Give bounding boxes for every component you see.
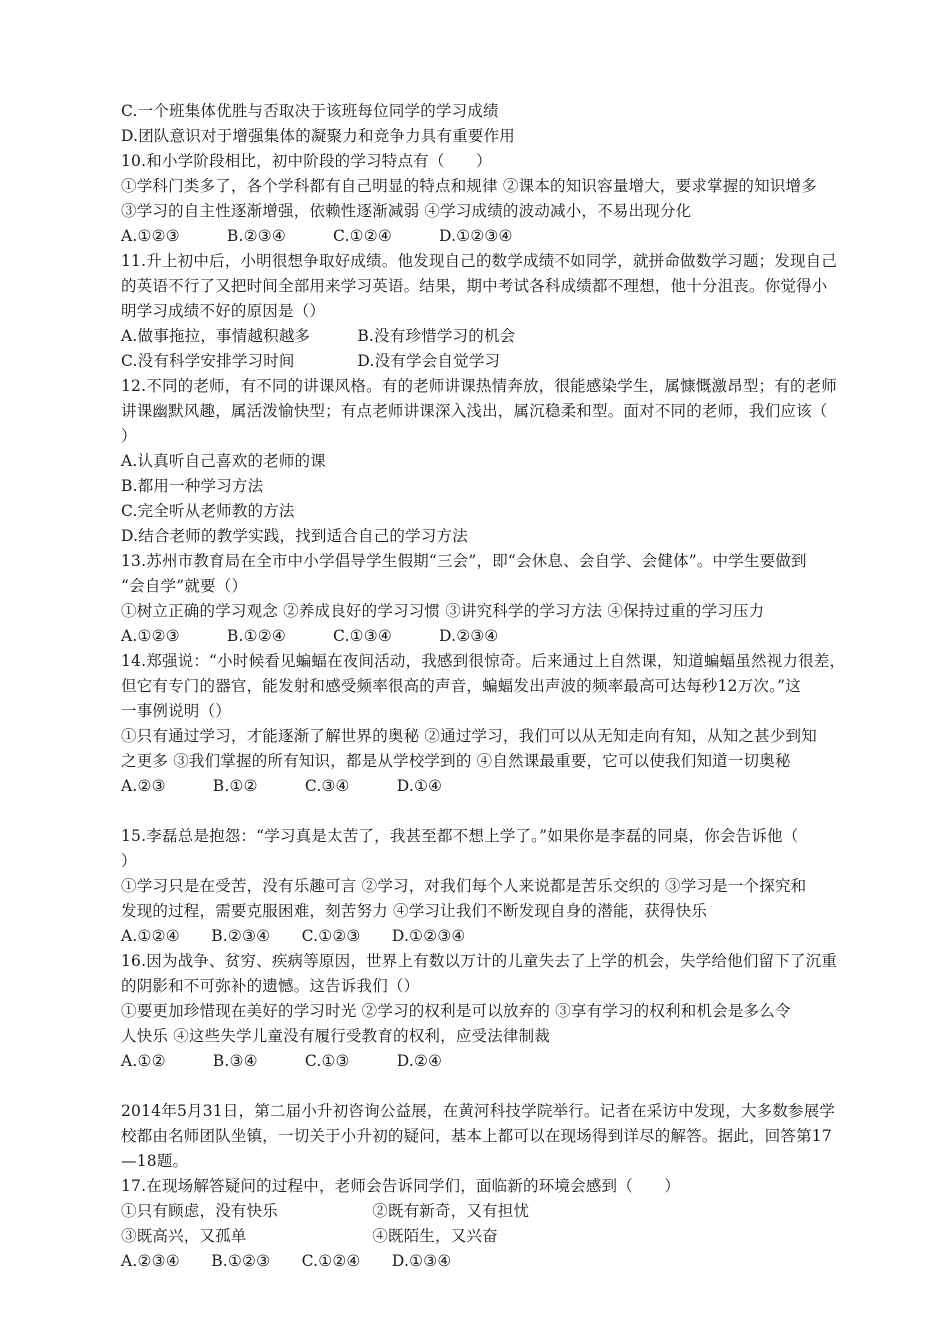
question-11-line-3: 明学习成绩不好的原因是（） bbox=[121, 302, 326, 320]
q15-statements-2: 发现的过程，需要克服困难，刻苦努力 ④学习让我们不断发现自身的潜能，获得快乐 bbox=[121, 902, 708, 920]
q12-option-c: C.完全听从老师教的方法 bbox=[121, 502, 295, 520]
question-11-line-2: 的英语不行了又把时间全部用来学习英语。结果，期中考试各科成绩都不理想，他十分沮丧。你觉得小 bbox=[121, 277, 828, 295]
passage-line-3: —18题。 bbox=[121, 1152, 189, 1170]
question-13-line-1: 13.苏州市教育局在全市中小学倡导学生假期“三会”，即“会休息、会自学、会健体”。中学生要做到 bbox=[121, 552, 807, 570]
passage-line-2: 校都由名师团队坐镇，一切关于小升初的疑问，基本上都可以在现场得到详尽的解答。据此，回答第17 bbox=[121, 1127, 832, 1145]
question-10: 10.和小学阶段相比，初中阶段的学习特点有（ ） bbox=[121, 152, 492, 170]
question-12-line-2: 讲课幽默风趣，属活泼愉快型；有点老师讲课深入浅出，属沉稳柔和型。面对不同的老师，我们应该（ bbox=[121, 402, 828, 420]
question-14-line-3: 一事例说明（） bbox=[121, 702, 231, 720]
question-12-line-3: ） bbox=[121, 427, 137, 445]
q14-options: A.②③ B.①② C.③④ D.①④ bbox=[121, 777, 443, 795]
q11-options-cd: C.没有科学安排学习时间 D.没有学会自觉学习 bbox=[121, 352, 501, 370]
option-d-q9: D.团队意识对于增强集体的凝聚力和竞争力具有重要作用 bbox=[121, 127, 516, 145]
q10-options: A.①②③ B.②③④ C.①②④ D.①②③④ bbox=[121, 227, 513, 245]
q14-statements-2: 之更多 ③我们掌握的所有知识，都是从学校学到的 ④自然课最重要，它可以使我们知道一切奥秘 bbox=[121, 752, 791, 770]
q14-statements-1: ①只有通过学习，才能逐渐了解世界的奥秘 ②通过学习，我们可以从无知走向有知，从知之甚少到知 bbox=[121, 727, 817, 745]
question-16-line-1: 16.因为战争、贫穷、疾病等原因，世界上有数以万计的儿童失去了上学的机会，失学给他们留下了沉重 bbox=[121, 952, 838, 970]
q16-options: A.①② B.③④ C.①③ D.②④ bbox=[121, 1052, 443, 1070]
q12-option-b: B.都用一种学习方法 bbox=[121, 477, 264, 495]
q13-statements: ①树立正确的学习观念 ②养成良好的学习习惯 ③讲究科学的学习方法 ④保持过重的学习压力 bbox=[121, 602, 765, 620]
question-14-line-2: 但它有专门的器官，能发射和感受频率很高的声音，蝙蝠发出声波的频率最高可达每秒12万次。”这 bbox=[121, 677, 801, 695]
q17-statements-2: ③既高兴，又孤单 ④既陌生，又兴奋 bbox=[121, 1227, 498, 1245]
question-11-line-1: 11.升上初中后，小明很想争取好成绩。他发现自己的数学成绩不如同学，就拼命做数学习题；发现自己 bbox=[121, 252, 838, 270]
passage-line-1: 2014年5月31日，第二届小升初咨询公益展，在黄河科技学院举行。记者在采访中发现，大多数参展学 bbox=[121, 1102, 836, 1120]
question-14-line-1: 14.郑强说：“小时候看见蝙蝠在夜间活动，我感到很惊奇。后来通过上自然课，知道蝙蝠虽然视力很差， bbox=[121, 652, 846, 670]
q15-options: A.①②④ B.②③④ C.①②③ D.①②③④ bbox=[121, 927, 466, 945]
q16-statements-1: ①要更加珍惜现在美好的学习时光 ②学习的权利是可以放弃的 ③享有学习的权利和机会是多么令 bbox=[121, 1002, 791, 1020]
q11-options-ab: A.做事拖拉，事情越积越多 B.没有珍惜学习的机会 bbox=[121, 327, 516, 345]
q12-option-a: A.认真听自己喜欢的老师的课 bbox=[121, 452, 326, 470]
question-15-line-2: ） bbox=[121, 852, 137, 870]
q16-statements-2: 人快乐 ④这些失学儿童没有履行受教育的权利，应受法律制裁 bbox=[121, 1027, 551, 1045]
q17-statements-1: ①只有顾虑，没有快乐 ②既有新奇，又有担忧 bbox=[121, 1202, 530, 1220]
question-16-line-2: 的阴影和不可弥补的遗憾。这告诉我们（） bbox=[121, 977, 420, 995]
question-13-line-2: “会自学”就要（） bbox=[121, 577, 248, 595]
q10-statements-2: ③学习的自主性逐渐增强，依赖性逐渐减弱 ④学习成绩的波动减小，不易出现分化 bbox=[121, 202, 692, 220]
q12-option-d: D.结合老师的教学实践，找到适合自己的学习方法 bbox=[121, 527, 468, 545]
question-15-line-1: 15.李磊总是抱怨：“学习真是太苦了，我甚至都不想上学了。”如果你是李磊的同桌，你会告诉他（ bbox=[121, 827, 799, 845]
q17-options: A.②③④ B.①②③ C.①②④ D.①③④ bbox=[121, 1252, 452, 1270]
question-17: 17.在现场解答疑问的过程中，老师会告诉同学们，面临新的环境会感到（ ） bbox=[121, 1177, 681, 1195]
option-c-q9: C.一个班集体优胜与否取决于该班每位同学的学习成绩 bbox=[121, 102, 499, 120]
q15-statements-1: ①学习只是在受苦，没有乐趣可言 ②学习，对我们每个人来说都是苦乐交织的 ③学习是一个探究和 bbox=[121, 877, 807, 895]
q10-statements-1: ①学科门类多了，各个学科都有自己明显的特点和规律 ②课本的知识容量增大，要求掌握的知识增多 bbox=[121, 177, 817, 195]
q13-options: A.①②③ B.①②④ C.①③④ D.②③④ bbox=[121, 627, 499, 645]
question-12-line-1: 12.不同的老师，有不同的讲课风格。有的老师讲课热情奔放，很能感染学生，属慷慨激昂型；有的老师 bbox=[121, 377, 838, 395]
